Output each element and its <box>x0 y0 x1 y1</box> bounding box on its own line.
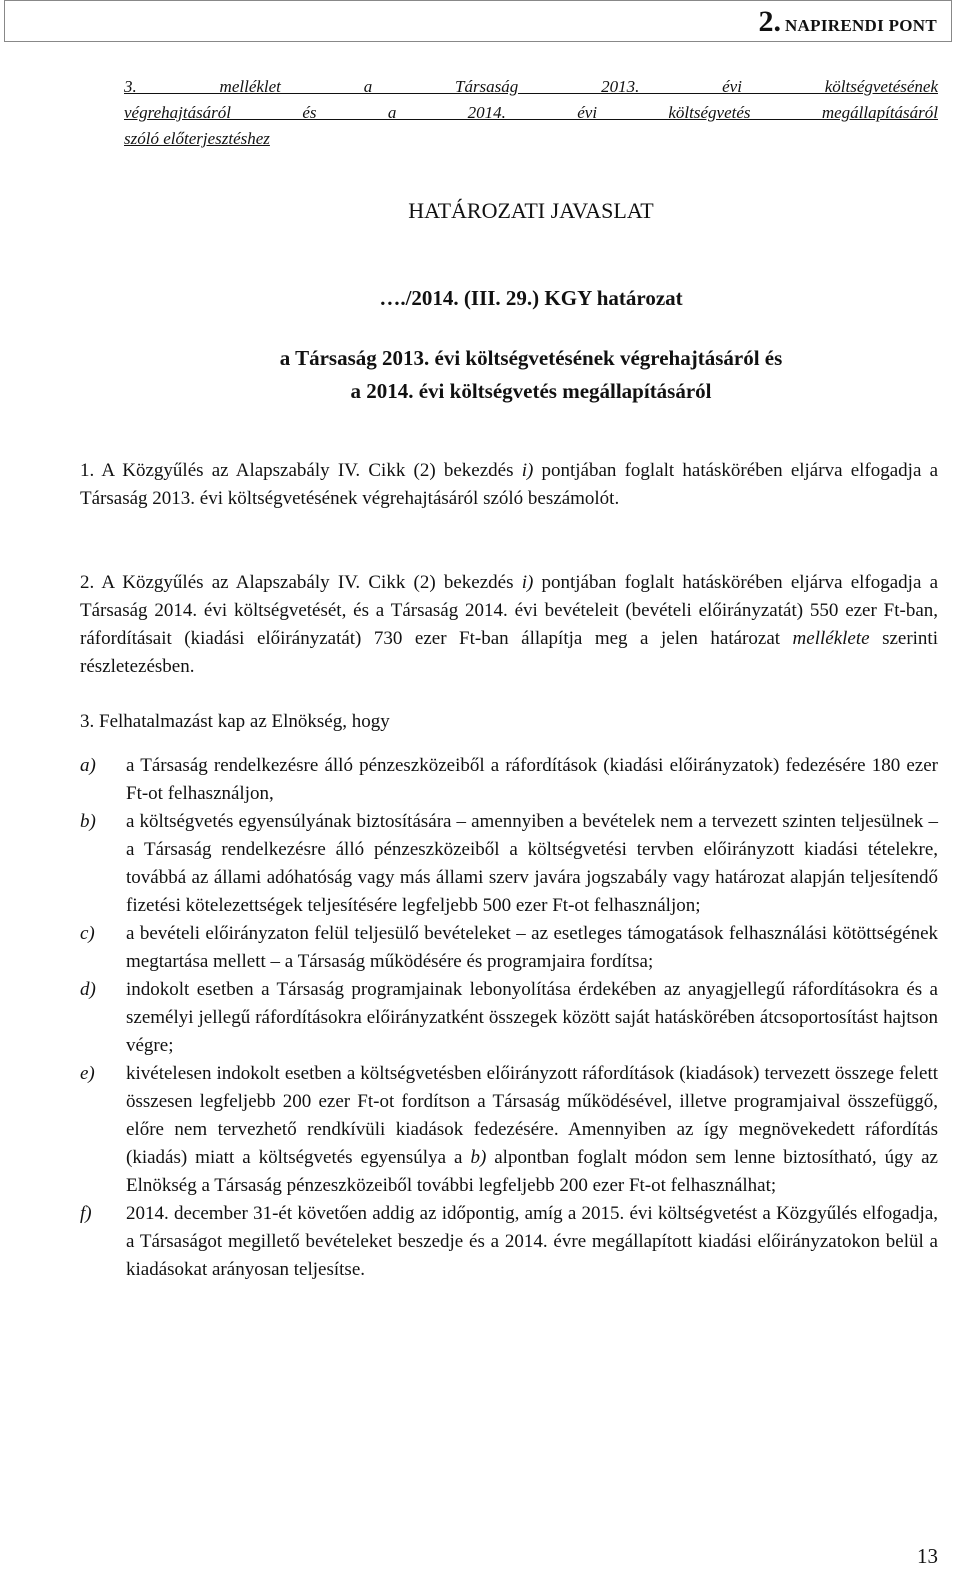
point-2-text-a: A Közgyűlés az Alapszabály IV. Cikk (2) bekezdés <box>101 572 522 593</box>
point-1-italic: i) <box>521 460 534 481</box>
resolution-subject-line-1: a Társaság 2013. évi költségvetésének végrehajtásáról és <box>279 346 783 370</box>
item-text-b: alpontban foglalt módon sem lenne biztosítható, úgy az Elnökség a Társaság pénzeszközeiből további legfeljebb 200 ezer Ft-ot felhasználhat; <box>126 1147 938 1196</box>
agenda-number: 2. <box>758 5 781 38</box>
item-text: indokolt esetben a Társaság programjainak lebonyolítása érdekében az anyagjellegű ráfordításokra és a személyi jellegű ráfordításokra előirányzatként összegek között saját hatáskörében átcsoportosítást hajtson végre; <box>126 979 938 1056</box>
resolution-subject-line-2: a 2014. évi költségvetés megállapításáról <box>350 379 712 403</box>
item-letter: c) <box>80 923 95 944</box>
list-item <box>80 808 938 920</box>
item-text-a: kivételesen indokolt esetben a költségvetésben előirányzott ráfordítások (kiadások) tervezett összege felett összesen legfeljebb 200 ezer Ft-ot fordítson a Társaság működésével, illetve programjaival összefüggő, előre nem tervezhető rendkívüli kiadások fedezésére. Amennyiben az így megnövekedett ráfordítás (kiadás) miatt a költségvetés egyensúlya a <box>126 1063 938 1168</box>
point-1-number: 1. <box>80 460 95 481</box>
list-item <box>80 1200 938 1284</box>
annex-reference <box>124 74 938 152</box>
agenda-header-box <box>4 0 952 42</box>
authorization-list <box>80 752 938 1284</box>
annex-line-1: 3. melléklet a Társaság 2013. évi költségvetésének <box>124 77 938 96</box>
point-2-italic: i) <box>521 572 534 593</box>
list-item <box>80 976 938 1060</box>
point-2-number: 2. <box>80 572 95 593</box>
item-letter: f) <box>80 1203 92 1224</box>
resolution-subject <box>124 342 938 408</box>
agenda-title: NAPIRENDI PONT <box>784 16 937 35</box>
list-item <box>80 920 938 976</box>
point-1-text-b: pontjában foglalt hatáskörében eljárva elfogadja a Társaság 2013. évi költségvetésének végrehajtásáról szóló beszámolót. <box>80 460 939 509</box>
point-1-text-a: A Közgyűlés az Alapszabály IV. Cikk (2) bekezdés <box>101 460 522 481</box>
resolution-number: …./2014. (III. 29.) KGY határozat <box>379 286 683 310</box>
item-text: 2014. december 31-ét követően addig az időpontig, amíg a 2015. évi költségvetést a Közgyűlés elfogadja, a Társaságot megillető bevételeket beszedje és a 2014. évre megállapított kiadási előirányzatokon belül a kiadásokat arányosan teljesítse. <box>126 1203 938 1280</box>
point-3 <box>80 708 938 736</box>
document-heading: HATÁROZATI JAVASLAT <box>408 198 654 223</box>
item-letter: e) <box>80 1063 95 1084</box>
annex-line-3: szóló előterjesztéshez <box>124 129 270 148</box>
point-2-italic-2: melléklete <box>792 628 870 649</box>
page-number: 13 <box>917 1544 938 1568</box>
point-2-text-b: pontjában foglalt hatáskörében eljárva elfogadja a Társaság 2014. évi költségvetését, és a Társaság 2014. évi bevételeit (bevételi előirányzatát) 550 ezer Ft-ban, ráfordításait (kiadási előirányzatát) 730 ezer Ft-ban állapítja meg a jelen határozat <box>80 572 939 649</box>
point-2-text-c: szerinti részletezésben. <box>80 628 938 677</box>
point-3-text: Felhatalmazást kap az Elnökség, hogy <box>99 711 390 732</box>
point-3-number: 3. <box>80 711 95 732</box>
point-2 <box>80 569 938 681</box>
item-letter: d) <box>80 979 96 1000</box>
item-text-italic: b) <box>470 1147 487 1168</box>
list-item <box>80 1060 938 1200</box>
list-item <box>80 752 938 808</box>
item-text: a Társaság rendelkezésre álló pénzeszközeiből a ráfordítások (kiadási előirányzatok) fedezésére 180 ezer Ft-ot felhasználjon, <box>126 755 938 804</box>
item-letter: b) <box>80 811 96 832</box>
point-1 <box>80 457 938 513</box>
agenda-header <box>758 5 937 39</box>
item-text: a bevételi előirányzaton felül teljesülő bevételeket – az esetleges támogatások felhasználási kötöttségének megtartása mellett – a Társaság működésére és programjaira fordítsa; <box>126 923 938 972</box>
item-text: a költségvetés egyensúlyának biztosítására – amennyiben a bevételek nem a tervezett szinten teljesülnek – a Társaság rendelkezésre álló pénzeszközeiből a költségvetési tervben előirányzott kiadási tételekre, továbbá az állami adóhatóság vagy más állami szerv javára jogszabály vagy határozat alapján teljesítendő fizetési kötelezettségek teljesítésére legfeljebb 500 ezer Ft-ot felhasználjon; <box>126 811 938 916</box>
item-letter: a) <box>80 755 96 776</box>
annex-line-2: végrehajtásáról és a 2014. évi költségvetés megállapításáról <box>124 103 938 122</box>
